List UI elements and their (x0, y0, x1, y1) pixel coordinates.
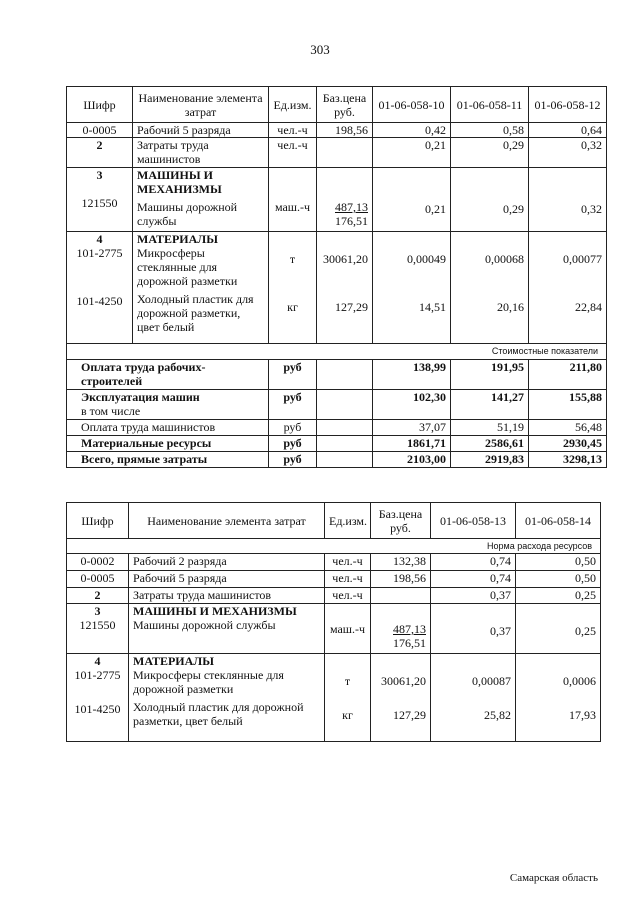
header-col-14: 01-06-058-14 (516, 503, 601, 539)
resource-table-1 (66, 86, 607, 468)
price-bottom: 176,51 (335, 214, 368, 228)
price-text: 127,29 (393, 708, 426, 722)
row-name: Машины дорожной службы (137, 200, 238, 228)
row-unit: чел.-ч (269, 123, 317, 138)
row-price: 198,56 (317, 123, 373, 138)
row-code: 101-4250 (76, 294, 123, 308)
value-text: 0,37 (490, 624, 511, 638)
header-col-13: 01-06-058-13 (431, 503, 516, 539)
summary-value: 2919,83 (451, 452, 529, 468)
page-number: 303 (310, 42, 330, 57)
header-name: Наименование элемента затрат (129, 503, 325, 539)
value-text: 0,00077 (563, 252, 602, 266)
value-text: 14,51 (419, 300, 446, 314)
row-price (371, 588, 431, 604)
section-title: МАШИНЫ И МЕХАНИЗМЫ (137, 168, 222, 196)
row-name (133, 168, 269, 232)
summary-value: 37,07 (373, 420, 451, 436)
value-text: 0,00087 (472, 674, 511, 688)
summary-name: Оплата труда рабочих-строителей (67, 360, 269, 390)
footer-region: Самарская область (509, 872, 598, 884)
summary-row (67, 360, 607, 390)
header-col-11: 01-06-058-11 (451, 87, 529, 123)
row-value: 0,50 (516, 554, 601, 571)
summary-unit: руб (269, 390, 317, 420)
value-text: 0,32 (581, 202, 602, 216)
row-price: 132,38 (371, 554, 431, 571)
section-code: 4 (96, 232, 103, 246)
row-unit: чел.-ч (269, 138, 317, 168)
section-code: 4 (94, 654, 101, 668)
row-value: 0,74 (431, 554, 516, 571)
row-name: Рабочий 2 разряда (129, 554, 325, 571)
table-row (67, 168, 607, 232)
summary-sub: в том числе (81, 404, 141, 418)
summary-name: Всего, прямые затраты (67, 452, 269, 468)
summary-value: 2586,61 (451, 436, 529, 452)
header-price: Баз.цена руб. (371, 503, 431, 539)
summary-unit: руб (269, 452, 317, 468)
summary-value: 1861,71 (373, 436, 451, 452)
price-text: 30061,20 (323, 252, 368, 266)
header-code: Шифр (67, 503, 129, 539)
row-price (371, 654, 431, 742)
row-code: 2 (67, 588, 129, 604)
value-text: 0,29 (503, 202, 524, 216)
row-value: 0,58 (451, 123, 529, 138)
summary-value: 51,19 (451, 420, 529, 436)
row-value (431, 604, 516, 654)
row-code (67, 604, 129, 654)
summary-value: 102,30 (373, 390, 451, 420)
unit-text: кг (342, 708, 353, 722)
row-name: Микросферы стеклянные для дорожной разметки (133, 668, 284, 696)
summary-price (317, 436, 373, 452)
section-code: 3 (94, 604, 101, 618)
value-text: 0,00049 (407, 252, 446, 266)
row-value (529, 168, 607, 232)
unit-text: кг (287, 300, 298, 314)
section-title: МАТЕРИАЛЫ (137, 232, 218, 246)
summary-row (67, 420, 607, 436)
value-text: 0,0006 (563, 674, 596, 688)
row-name: Рабочий 5 разряда (129, 571, 325, 588)
row-value: 0,25 (516, 588, 601, 604)
summary-name (67, 390, 269, 420)
row-name: Затраты труда машинистов (133, 138, 269, 168)
header-code: Шифр (67, 87, 133, 123)
table-row (67, 604, 601, 654)
row-name: Холодный пластик для дорожной разметки, цвет белый (137, 292, 254, 334)
row-code: 2 (67, 138, 133, 168)
row-value (529, 232, 607, 344)
row-value: 0,42 (373, 123, 451, 138)
row-code (67, 168, 133, 232)
row-code: 0-0002 (67, 554, 129, 571)
table-row (67, 138, 607, 168)
summary-value: 191,95 (451, 360, 529, 390)
header-unit: Ед.изм. (269, 87, 317, 123)
row-price: 198,56 (371, 571, 431, 588)
section-title: МАШИНЫ И МЕХАНИЗМЫ (133, 604, 297, 618)
row-unit: чел.-ч (325, 571, 371, 588)
resource-table-2 (66, 502, 601, 742)
row-value: 0,29 (451, 138, 529, 168)
row-name: Холодный пластик для дорожной разметки, цвет белый (133, 700, 304, 728)
value-text: 20,16 (497, 300, 524, 314)
row-name: Затраты труда машинистов (129, 588, 325, 604)
unit-text: маш.-ч (329, 622, 366, 636)
row-price (317, 168, 373, 232)
row-unit (325, 654, 371, 742)
row-value (516, 654, 601, 742)
header-unit: Ед.изм. (325, 503, 371, 539)
table-row (67, 571, 601, 588)
row-name: Микросферы стеклянные для дорожной разметки (137, 246, 238, 288)
price-text: 30061,20 (381, 674, 426, 688)
unit-text: т (344, 674, 351, 688)
row-unit: чел.-ч (325, 554, 371, 571)
row-value (451, 232, 529, 344)
row-code (67, 232, 133, 344)
summary-row (67, 390, 607, 420)
row-unit (269, 168, 317, 232)
summary-value: 155,88 (529, 390, 607, 420)
row-value: 0,32 (529, 138, 607, 168)
row-value (431, 654, 516, 742)
row-code (67, 654, 129, 742)
section-label: Стоимостные показатели (67, 344, 607, 360)
row-unit: чел.-ч (325, 588, 371, 604)
summary-value: 2930,45 (529, 436, 607, 452)
row-name: Рабочий 5 разряда (133, 123, 269, 138)
summary-title: Эксплуатация машин (81, 390, 200, 404)
row-price (317, 232, 373, 344)
row-unit (269, 232, 317, 344)
value-text: 25,82 (484, 708, 511, 722)
row-name (129, 654, 325, 742)
row-code: 0-0005 (67, 123, 133, 138)
summary-value: 2103,00 (373, 452, 451, 468)
value-text: 0,21 (425, 202, 446, 216)
row-value (516, 604, 601, 654)
summary-value: 138,99 (373, 360, 451, 390)
summary-price (317, 420, 373, 436)
summary-price (317, 390, 373, 420)
unit-text: маш.-ч (274, 200, 311, 214)
summary-value: 211,80 (529, 360, 607, 390)
summary-row (67, 452, 607, 468)
summary-unit: руб (269, 436, 317, 452)
table-row (67, 654, 601, 742)
value-text: 0,00068 (485, 252, 524, 266)
row-code: 0-0005 (67, 571, 129, 588)
row-value: 0,21 (373, 138, 451, 168)
value-text: 22,84 (575, 300, 602, 314)
row-code: 101-4250 (74, 702, 121, 716)
price-top: 487,13 (393, 622, 426, 636)
summary-name: Материальные ресурсы (67, 436, 269, 452)
header-price: Баз.цена руб. (317, 87, 373, 123)
price-bottom: 176,51 (393, 636, 426, 650)
row-unit (325, 604, 371, 654)
row-code: 121550 (81, 196, 118, 210)
row-code: 101-2775 (74, 668, 121, 682)
summary-unit: руб (269, 420, 317, 436)
row-value: 0,50 (516, 571, 601, 588)
price-top: 487,13 (335, 200, 368, 214)
summary-name: Оплата труда машинистов (67, 420, 269, 436)
row-value: 0,37 (431, 588, 516, 604)
summary-row (67, 436, 607, 452)
row-code: 101-2775 (76, 246, 123, 260)
price-text: 127,29 (335, 300, 368, 314)
summary-value: 56,48 (529, 420, 607, 436)
table-row (67, 232, 607, 344)
row-value (373, 232, 451, 344)
table-row (67, 588, 601, 604)
section-label: Норма расхода ресурсов (67, 539, 601, 554)
table-row (67, 554, 601, 571)
header-col-10: 01-06-058-10 (373, 87, 451, 123)
summary-price (317, 452, 373, 468)
row-value (373, 168, 451, 232)
header-col-12: 01-06-058-12 (529, 87, 607, 123)
unit-text: т (289, 252, 296, 266)
summary-value: 3298,13 (529, 452, 607, 468)
header-name: Наименование элемента затрат (133, 87, 269, 123)
summary-value: 141,27 (451, 390, 529, 420)
summary-price (317, 360, 373, 390)
row-code: 121550 (79, 618, 116, 632)
row-name (133, 232, 269, 344)
table-row (67, 123, 607, 138)
row-price (371, 604, 431, 654)
row-value (451, 168, 529, 232)
row-value: 0,64 (529, 123, 607, 138)
row-name (129, 604, 325, 654)
row-name: Машины дорожной службы (133, 618, 276, 632)
section-code: 3 (96, 168, 103, 182)
value-text: 17,93 (569, 708, 596, 722)
value-text: 0,25 (575, 624, 596, 638)
section-title: МАТЕРИАЛЫ (133, 654, 214, 668)
row-value: 0,74 (431, 571, 516, 588)
row-price (317, 138, 373, 168)
summary-unit: руб (269, 360, 317, 390)
